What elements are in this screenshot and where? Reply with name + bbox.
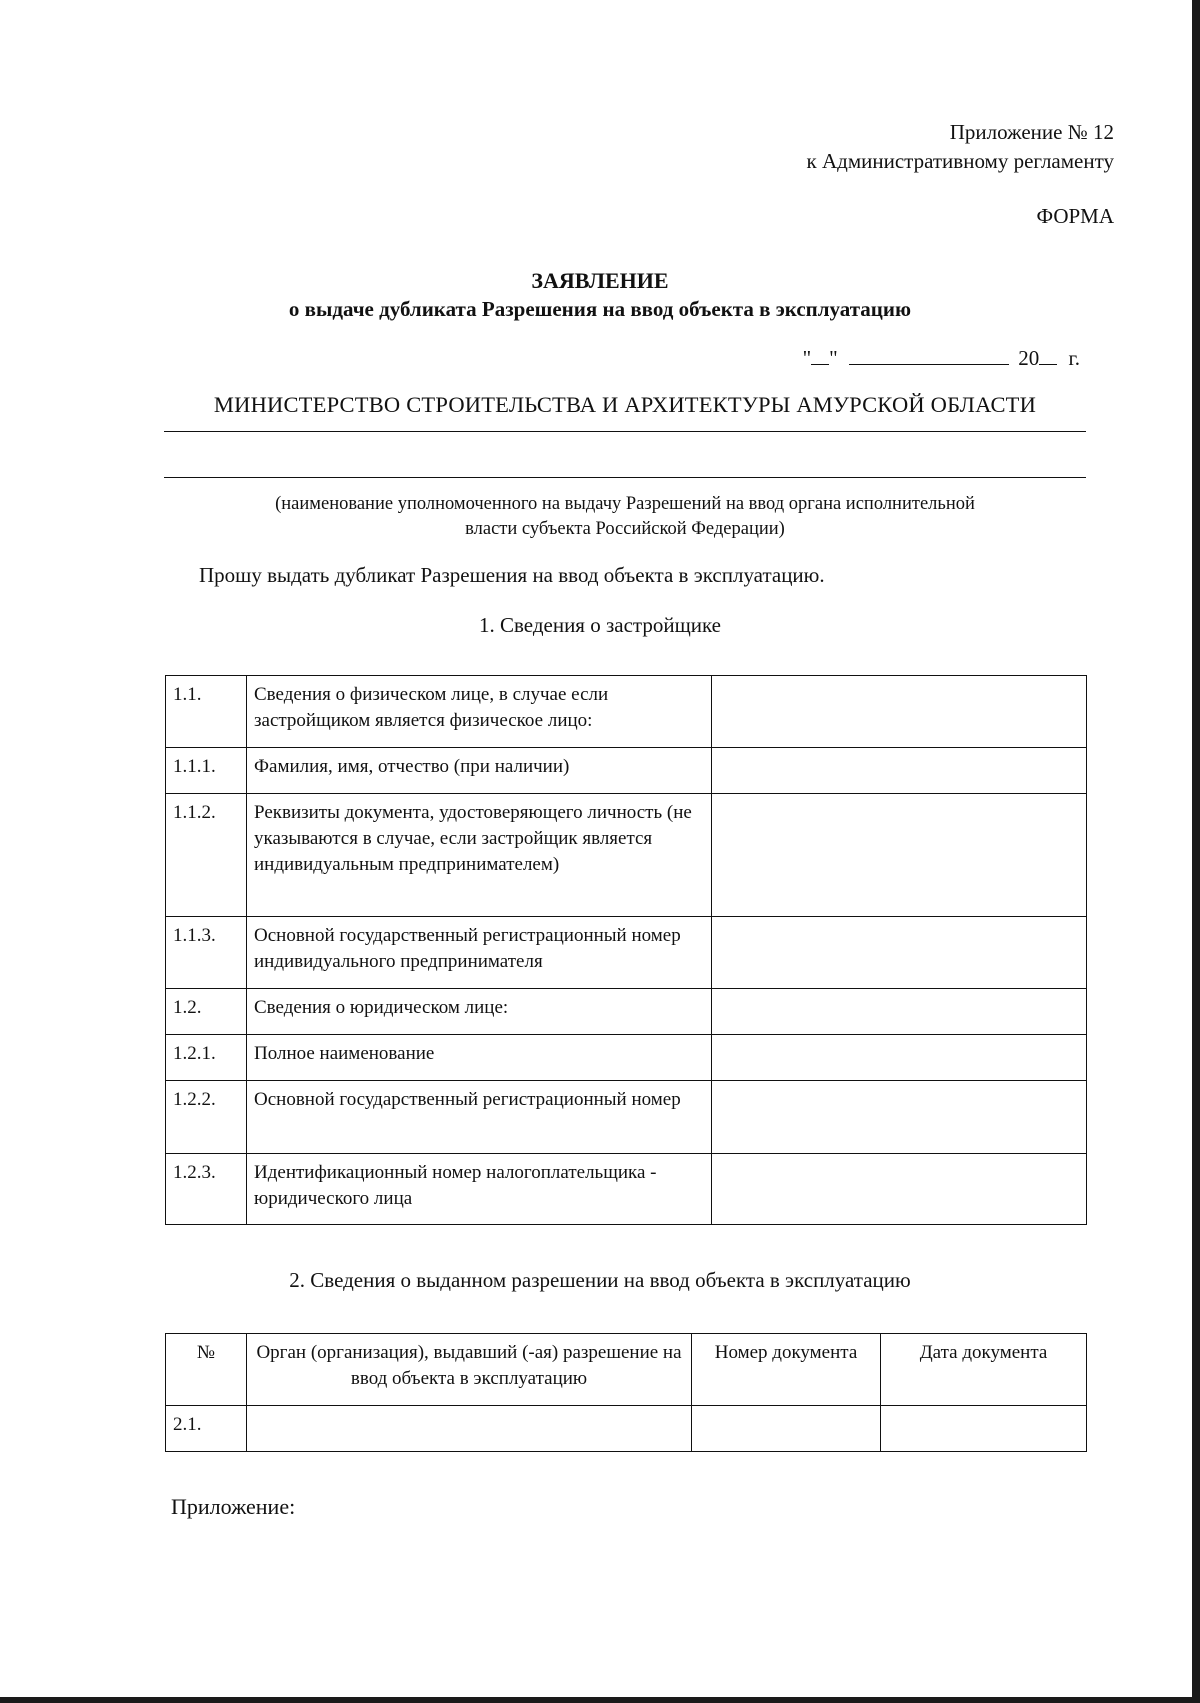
row-number: 1.2.1. (166, 1035, 247, 1081)
section1-heading: 1. Сведения о застройщике (478, 613, 721, 637)
authority-caption (164, 492, 1086, 542)
doc-number-field[interactable] (692, 1406, 881, 1452)
row-label: Сведения о юридическом лице: (247, 989, 712, 1035)
year-suffix: г. (1068, 346, 1080, 370)
header-doc-number: Номер документа (692, 1334, 881, 1406)
table-row (166, 917, 1087, 989)
table-row (166, 1154, 1087, 1225)
authority-underline (164, 431, 1086, 432)
row-number: 2.1. (166, 1406, 247, 1452)
row-label: Фамилия, имя, отчество (при наличии) (247, 748, 712, 794)
date-quote-open: " (802, 346, 812, 370)
form-label: ФОРМА (1036, 204, 1114, 228)
date-line (803, 344, 1080, 371)
table-row (166, 1406, 1087, 1452)
scan-edge-bottom (0, 1697, 1200, 1703)
row-label: Сведения о физическом лице, в случае если застройщиком является физическое лицо: (247, 676, 712, 748)
row-label: Реквизиты документа, удостоверяющего личность (не указываются в случае, если застройщик является индивидуальным предпринимателем) (247, 794, 712, 917)
row-number: 1.2.2. (166, 1081, 247, 1154)
organ-field[interactable] (247, 1406, 692, 1452)
doc-date-field[interactable] (881, 1406, 1087, 1452)
month-field[interactable] (849, 344, 1009, 365)
attachment-label: Приложение: (171, 1494, 296, 1519)
row-value-field[interactable] (712, 1154, 1087, 1225)
row-number: 1.2.3. (166, 1154, 247, 1225)
day-field[interactable] (811, 344, 829, 365)
table-row (166, 989, 1087, 1035)
table-row (166, 794, 1087, 917)
row-label: Полное наименование (247, 1035, 712, 1081)
developer-info-table (165, 675, 1087, 1225)
row-value-field[interactable] (712, 676, 1087, 748)
table-row (166, 676, 1087, 748)
row-value-field[interactable] (712, 989, 1087, 1035)
table-row (166, 1035, 1087, 1081)
header-doc-date: Дата документа (881, 1334, 1087, 1406)
year-prefix: 20 (1018, 346, 1040, 370)
table-row (166, 748, 1087, 794)
row-label: Основной государственный регистрационный номер индивидуального предпринимателя (247, 917, 712, 989)
table-row (166, 1081, 1087, 1154)
row-number: 1.1. (166, 676, 247, 748)
authority-second-line[interactable] (164, 477, 1086, 478)
regulation-label: к Административному регламенту (806, 149, 1114, 173)
row-value-field[interactable] (712, 748, 1087, 794)
header-num: № (166, 1334, 247, 1406)
header-organ: Орган (организация), выдавший (-ая) разрешение на ввод объекта в эксплуатацию (247, 1334, 692, 1406)
scan-edge-right (1192, 0, 1200, 1703)
appendix-label: Приложение № 12 (949, 120, 1114, 144)
section2-heading: 2. Сведения о выданном разрешении на ввод объекта в эксплуатацию (289, 1268, 911, 1292)
row-value-field[interactable] (712, 917, 1087, 989)
table-header-row (166, 1334, 1087, 1406)
permit-info-table (165, 1333, 1087, 1452)
row-value-field[interactable] (712, 1081, 1087, 1154)
row-label: Идентификационный номер налогоплательщика - юридического лица (247, 1154, 712, 1225)
year-field[interactable] (1039, 344, 1057, 365)
row-number: 1.1.2. (166, 794, 247, 917)
authority-caption-line2: власти субъекта Российской Федерации) (465, 519, 785, 539)
row-number: 1.1.1. (166, 748, 247, 794)
row-label: Основной государственный регистрационный номер (247, 1081, 712, 1154)
document-title: ЗАЯВЛЕНИЕ (531, 268, 669, 293)
request-text: Прошу выдать дубликат Разрешения на ввод объекта в эксплуатацию. (199, 563, 825, 587)
row-value-field[interactable] (712, 794, 1087, 917)
row-number: 1.1.3. (166, 917, 247, 989)
authority-caption-line1: (наименование уполномоченного на выдачу Разрешений на ввод органа исполнительной (275, 494, 975, 514)
row-number: 1.2. (166, 989, 247, 1035)
authority-name: МИНИСТЕРСТВО СТРОИТЕЛЬСТВА И АРХИТЕКТУРЫ АМУРСКОЙ ОБЛАСТИ (213, 392, 1037, 417)
date-quote-close: " (829, 346, 838, 370)
document-subtitle: о выдаче дубликата Разрешения на ввод объекта в эксплуатацию (288, 297, 912, 321)
row-value-field[interactable] (712, 1035, 1087, 1081)
